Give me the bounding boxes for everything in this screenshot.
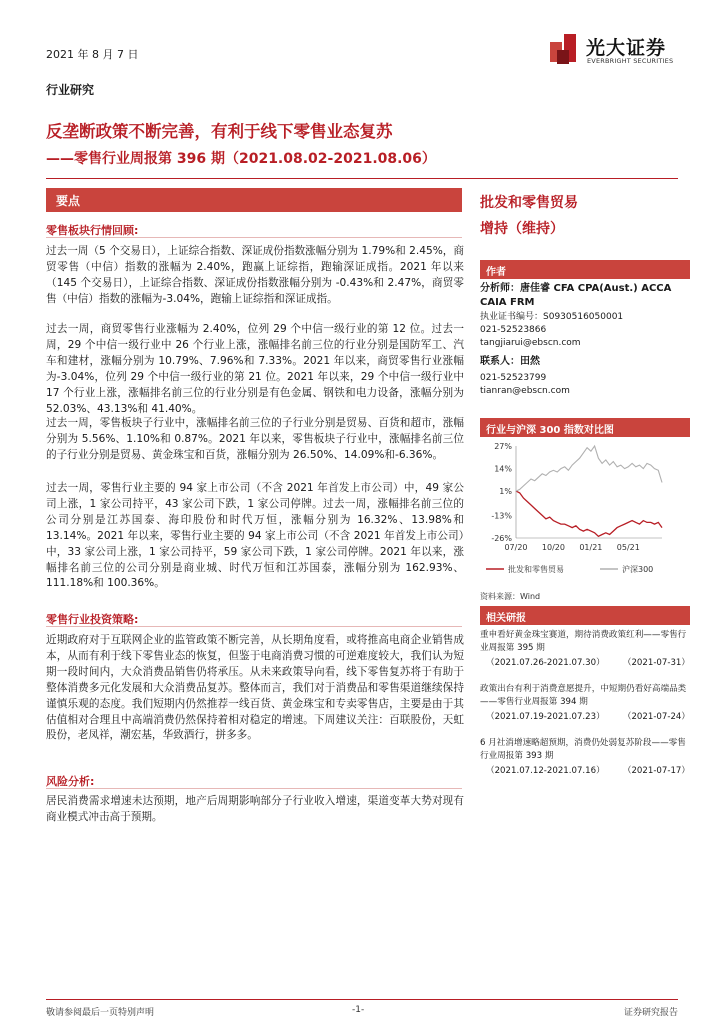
key-points-label: 要点 — [56, 194, 81, 208]
risk-heading: 风险分析: — [46, 775, 95, 788]
strategy-paragraph: 近期政府对于互联网企业的监管政策不断完善，从长期角度看，或将推高电商企业销售成本，从而有利于线下零售业态的恢复，但鉴于电商消费习惯的可逆难度较大，我们认为短期一段时间内，大众消费品销售仍将承压。从未来政策导向看，线下零售复苏将于有助于整体消费多元化发展和大众消费品复苏。整体而言，我们对于消费品和零售渠道继续保持谨慎乐观的态度。我们短期内仍然推荐一线百货、黄金珠宝和专卖零售店，主要是由于其估值相对合理且中高端消费仍然保持着相对稳定的增速。下周建议关注：百联股份，天虹股份，老凤祥，潮宏基，华致酒行，拼多多。 — [46, 634, 464, 742]
related-report-title[interactable]: 政策出台有利于消费意愿提升，中短期仍看好高端品类——零售行业周报第 394 期 — [480, 684, 687, 707]
y-tick-label: 1% — [499, 487, 512, 497]
related-report-3[interactable] — [480, 737, 690, 778]
author-heading: 作者 — [486, 267, 506, 278]
related-report-2[interactable] — [480, 683, 690, 724]
legend-label: 沪深300 — [622, 565, 654, 574]
contact-email[interactable]: tianran@ebscn.com — [480, 386, 570, 396]
risk-paragraph: 居民消费需求增速未达预期，地产后周期影响部分子行业收入增速，渠道变革大势对现有商业模式冲击高于预期。 — [46, 795, 464, 823]
legend-label: 批发和零售贸易 — [508, 565, 564, 574]
industry-name: 批发和零售贸易 — [480, 195, 578, 211]
related-report-date: （2021-07-17） — [622, 766, 690, 776]
company-logo — [548, 30, 688, 74]
review-paragraph-2: 过去一周，商贸零售行业涨幅为 2.40%，位列 29 个中信一级行业的第 12 位。过去一周，29 个中信一级行业中 26 个行业上涨，涨幅排名前三位的行业分别是国防军工、汽车和建材，涨幅分别为 10.79%、7.96%和 7.33%。2021 年以来，商贸零售行业涨幅为-3.04%，位列 29 个中信一级行业的第 21 位。2021 年以来，29 个中信一级行业中 17 个行业上涨，涨幅排名前三位的行业分别是有色金属、钢铁和电力设备，涨幅分别为 52.03%、43.13%和 41.40%。 — [46, 323, 464, 415]
related-report-range: （2021.07.26-2021.07.30） — [486, 658, 605, 668]
logo-text-cn: 光大证券 — [586, 37, 667, 59]
footer-disclaimer[interactable]: 敬请参阅最后一页特别声明 — [46, 1008, 155, 1018]
x-tick-label: 05/21 — [616, 543, 640, 552]
review-paragraph-1: 过去一周（5 个交易日），上证综合指数、深证成份指数涨幅分别为 1.79%和 2.45%，商贸零售（中信）指数的涨幅为 2.40%，跑赢上证综指，跑输深证成指。2021 年以来（145 个交易日），上证综合指数、深证成份指数涨幅分别为 -0.43%和 2.47%，商贸零售（中信）指数的涨幅为-3.04%，跑输上证综指和深证成指。 — [46, 245, 464, 305]
related-report-meta — [480, 765, 690, 778]
logo-mark-icon — [548, 32, 580, 66]
series-line-csi300 — [516, 446, 662, 491]
y-tick-label: 14% — [494, 464, 512, 474]
related-report-date: （2021-07-24） — [622, 712, 690, 722]
related-report-range: （2021.07.12-2021.07.16） — [486, 766, 605, 776]
y-tick-label: 27% — [494, 442, 512, 451]
footer-report-type: 证券研究报告 — [623, 1008, 678, 1018]
chart-source: 资料来源：Wind — [480, 592, 541, 601]
related-bar — [480, 606, 690, 625]
footer-divider — [46, 999, 678, 1000]
key-points-bar — [46, 188, 462, 212]
page-number: -1- — [352, 1005, 365, 1015]
analyst-credentials: CAIA FRM — [480, 297, 535, 308]
author-bar — [480, 260, 690, 279]
review-paragraph-4: 过去一周，零售行业主要的 94 家上市公司（不含 2021 年首发上市公司）中，49 家公司上涨，1 家公司持平，43 家公司下跌，1 家公司停牌。过去一周，涨幅排名前三位的公司分别是江苏国泰、海印股份和时代万恒，涨幅分别为 16.32%、13.98%和 13.14%。2021 年以来，零售行业主要的 94 家上市公司（不含 2021 年首发上市公司）中，33 家公司上涨，1 家公司持平，59 家公司下跌，1 家公司停牌。2021 年以来，涨幅排名前三位的公司分别是商业城、时代万恒和江苏国泰，涨幅分别为 162.93%、111.18%和 100.36%。 — [46, 482, 464, 590]
chart-heading: 行业与沪深 300 指数对比图 — [486, 425, 614, 436]
related-report-meta — [480, 711, 690, 724]
review-rule — [46, 237, 462, 238]
analyst-name: 分析师：唐佳睿 CFA CPA(Aust.) ACCA — [480, 283, 672, 294]
x-tick-label: 01/21 — [579, 543, 603, 552]
report-subtitle: ——零售行业周报第 396 期（2021.08.02-2021.08.06） — [46, 151, 436, 167]
analyst-cert: 执业证书编号：S0930516050001 — [480, 312, 624, 322]
related-report-1[interactable] — [480, 629, 690, 670]
contact-name: 联系人：田然 — [480, 356, 540, 367]
x-tick-label: 10/20 — [541, 543, 565, 552]
series-line-industry — [516, 491, 662, 536]
chart-bar — [480, 418, 690, 437]
related-report-title[interactable]: 重申看好黄金珠宝赛道，期待消费政策红利——零售行业周报第 395 期 — [480, 630, 687, 653]
strategy-heading: 零售行业投资策略: — [46, 613, 139, 626]
report-date: 2021 年 8 月 7 日 — [46, 48, 139, 61]
industry-rating: 增持（维持） — [480, 221, 564, 237]
x-tick-label: 07/20 — [504, 543, 528, 552]
related-report-date: （2021-07-31） — [622, 658, 690, 668]
y-tick-label: -13% — [491, 511, 512, 521]
contact-phone: 021-52523799 — [480, 373, 547, 383]
risk-rule — [46, 788, 462, 789]
review-heading: 零售板块行情回顾: — [46, 224, 139, 237]
report-title: 反垄断政策不断完善，有利于线下零售业态复苏 — [46, 122, 393, 141]
related-report-meta — [480, 657, 690, 670]
y-tick-label: -26% — [491, 534, 512, 543]
report-category: 行业研究 — [46, 83, 95, 97]
analyst-phone: 021-52523866 — [480, 325, 547, 335]
analyst-email[interactable]: tangjiarui@ebscn.com — [480, 338, 581, 348]
review-paragraph-3: 过去一周，零售板块子行业中，涨幅排名前三位的子行业分别是贸易、百货和超市，涨幅分别为 5.56%、1.10%和 0.87%。2021 年以来，零售板块子行业中，涨幅排名前三位的子行业分别是贸易、黄金珠宝和百货，涨幅分别为 26.50%、14.09%和-6.36%。 — [46, 417, 464, 461]
strategy-rule — [46, 626, 462, 627]
related-report-range: （2021.07.19-2021.07.23） — [486, 712, 605, 722]
related-report-title[interactable]: 6 月社消增速略超预期，消费仍处弱复苏阶段——零售行业周报第 393 期 — [480, 738, 686, 761]
comparison-chart — [480, 440, 690, 588]
logo-text-en: EVERBRIGHT SECURITIES — [587, 57, 674, 65]
related-heading: 相关研报 — [486, 613, 526, 624]
header-divider — [46, 178, 678, 179]
